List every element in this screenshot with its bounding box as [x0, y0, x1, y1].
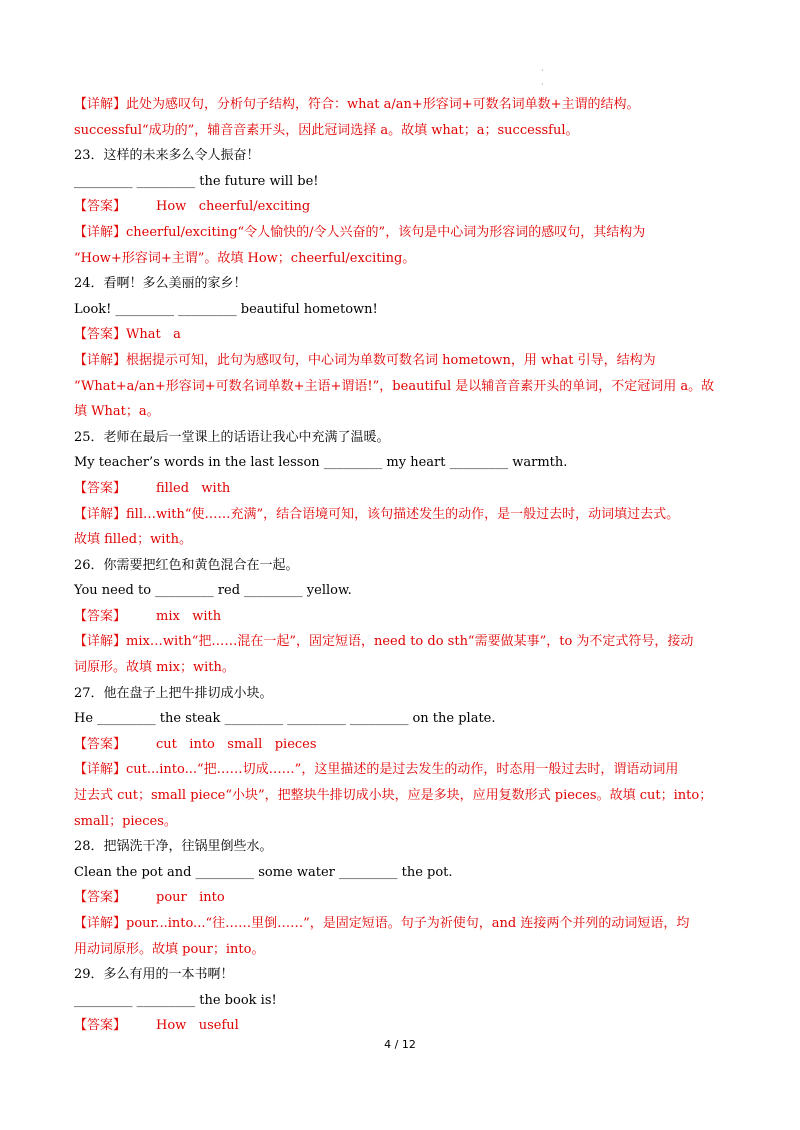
answer-line — [74, 1013, 734, 1039]
explanation-line: 【详解】cut...into...“把……切成……”，这里描述的是过去发生的动作，时态用一般过去时，谓语动词用 — [74, 762, 679, 778]
top-mark-2: · — [541, 80, 544, 89]
explanation-line: “What+a/an+形容词+可数名词单数+主语+谓语!”，beautiful 是以辅音音素开头的单词，不定冠词用 a。故 — [74, 378, 715, 394]
explanation-line: 故填 filled；with。 — [74, 532, 193, 548]
answer-text: pour into — [156, 890, 225, 906]
explanation-line: 词原形。故填 mix；with。 — [74, 660, 235, 676]
question-line: He _________ the steak _________ _________ _________ on the plate. — [74, 711, 496, 727]
page-number: 4 / 12 — [384, 1038, 416, 1051]
question-line: 27．他在盘子上把牛排切成小块。 — [74, 685, 273, 701]
question-line: 26．你需要把红色和黄色混合在一起。 — [74, 557, 299, 573]
answer-label: 【答案】 — [74, 1018, 127, 1034]
question-line: _________ _________ the future will be! — [74, 173, 319, 189]
answer-label: 【答案】 — [74, 199, 127, 215]
answer-text: mix with — [156, 608, 222, 624]
explanation-line: 【详解】此处为感叹句，分析句子结构，符合：what a/an+形容词+可数名词单数+主谓的结构。 — [74, 97, 640, 112]
explanation-line: successful“成功的”，辅音音素开头，因此冠词选择 a。故填 what；a；successful。 — [74, 122, 579, 138]
question-line: My teacher’s words in the last lesson _________ my heart _________ warmth. — [74, 455, 568, 471]
top-mark: · — [541, 66, 544, 75]
explanation-line: 【详解】mix…with“把……混在一起”，固定短语，need to do sth“需要做某事”，to 为不定式符号，接动 — [74, 634, 694, 650]
question-line: _________ _________ the book is! — [74, 992, 277, 1008]
answer-text: How useful — [156, 1018, 239, 1034]
answer-text: How cheerful/exciting — [156, 199, 311, 215]
question-line: 29．多么有用的一本书啊！ — [74, 967, 234, 983]
explanation-line: 填 What；a。 — [74, 404, 160, 420]
answer-line — [74, 476, 734, 502]
explanation-line: 用动词原形。故填 pour；into。 — [74, 941, 265, 957]
question-line: Look! _________ _________ beautiful hometown! — [74, 301, 378, 317]
question-line: Clean the pot and _________ some water _________ the pot. — [74, 864, 453, 880]
answer-text: cut into small pieces — [156, 736, 317, 752]
document-content — [74, 92, 734, 1039]
explanation-line: 【详解】cheerful/exciting“令人愉快的/令人兴奋的”，该句是中心词为形容词的感叹句，其结构为 — [74, 224, 646, 240]
question-line: 23．这样的未来多么令人振奋！ — [74, 148, 260, 164]
explanation-line: 【答案】What a — [74, 327, 181, 343]
answer-line — [74, 885, 734, 911]
question-line: 28．把锅洗干净，往锅里倒些水。 — [74, 839, 273, 855]
question-line: 25．老师在最后一堂课上的话语让我心中充满了温暖。 — [74, 429, 390, 445]
explanation-line: “How+形容词+主谓”。故填 How；cheerful/exciting。 — [74, 250, 416, 266]
answer-text: filled with — [156, 480, 231, 496]
question-line: You need to _________ red _________ yellow. — [74, 583, 352, 599]
answer-label: 【答案】 — [74, 890, 127, 906]
answer-line — [74, 194, 734, 220]
question-line: 24．看啊！多么美丽的家乡！ — [74, 276, 247, 292]
explanation-line: small；pieces。 — [74, 813, 177, 829]
explanation-line: 【详解】fill…with“使……充满”，结合语境可知，该句描述发生的动作，是一般过去时，动词填过去式。 — [74, 506, 680, 522]
answer-line — [74, 604, 734, 630]
answer-label: 【答案】 — [74, 736, 127, 752]
answer-label: 【答案】 — [74, 480, 127, 496]
answer-label: 【答案】 — [74, 608, 127, 624]
explanation-line: 【详解】pour...into...“往……里倒……”，是固定短语。句子为祈使句，and 连接两个并列的动词短语，均 — [74, 916, 690, 931]
explanation-line: 【详解】根据提示可知，此句为感叹句，中心词为单数可数名词 hometown，用 what 引导，结构为 — [74, 352, 656, 368]
explanation-line: 过去式 cut；small piece“小块”，把整块牛排切成小块，应是多块，应用复数形式 pieces。故填 cut；into； — [74, 788, 713, 804]
answer-line — [74, 732, 734, 758]
